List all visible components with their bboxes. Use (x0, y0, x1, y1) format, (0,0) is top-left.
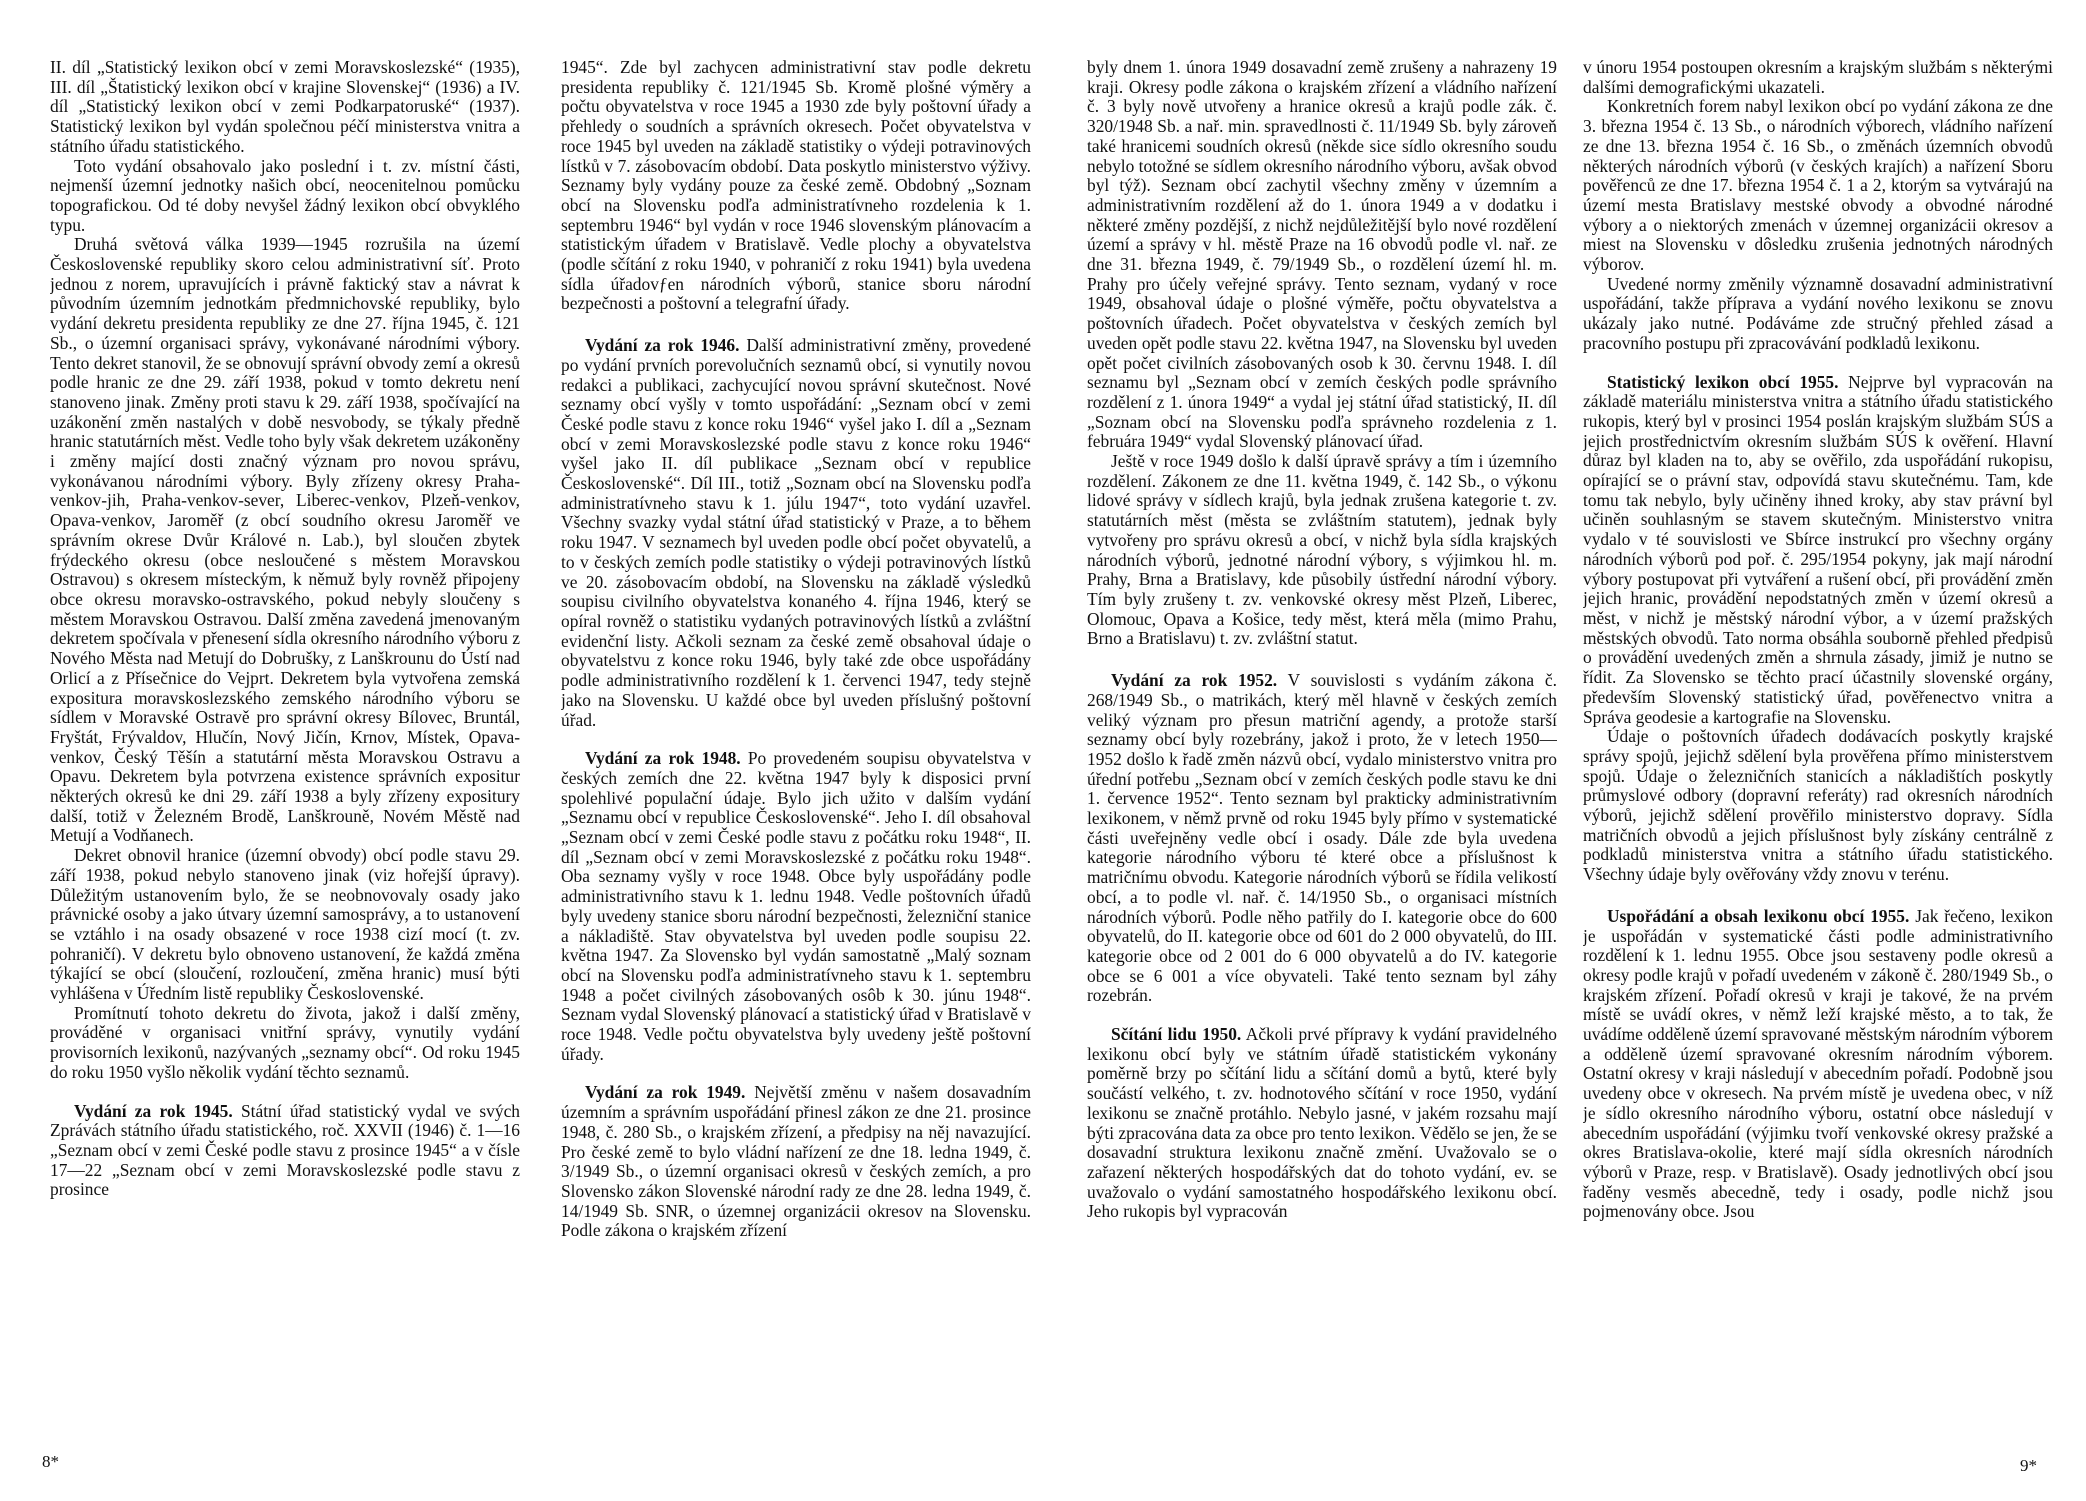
section-text: Další administrativní změny, provedené po vydání prvních porevolučních seznamů obcí, si vynutily novou redakci a publikaci, zachycující novou správní skutečnost. Nové seznamy obcí vyšly v tomto uspořádání: „Seznam obcí v zemi České podle stavu z konce roku 1946“ vyšel jako I. díl a „Seznam obcí v zemi Moravskoslezské podle stavu z konce roku 1946“ vyšel jako II. díl publikace „Seznam obcí v republice Československé“. Díl III., totiž „Soznam obcí na Slovensku podľa administratívneho stavu k 1. júlu 1947“, toto vydání uzavřel. Všechny svazky vydal státní úřad statistický v Praze, a to během roku 1947. V seznamech byl uveden podle obcí počet obyvatelů, a to v českých zemích podle statistiky o výdeji potravinových lístků ve 20. zásobovacím období, na Slovensku na základě výsledků soupisu civilního obyvatelstva konaného 4. října 1946, který se opíral rovněž o statistiku vydaných potravinových lístků a zvláštní evidenční listy. Ačkoli seznam za české země obsahoval údaje o obyvatelstvu z konce roku 1946, byly také zde obce uspořádány podle administrativního rozdělení k 1. červenci 1947, tedy stejně jako na Slovensku. U každé obce byl uveden příslušný poštovní úřad. (561, 335, 1031, 730)
paragraph: Druhá světová válka 1939—1945 rozrušila na území Československé republiky skoro celou administrativní síť. Proto jednou z norem, upravujících i právně faktický stav a návrat k původním územním jednotkám předmnichovské republiky, bylo vydání dekretu presidenta republiky ze dne 27. října 1945, č. 121 Sb., o územní organisaci správy, vykonávané národními výbory. Tento dekret stanovil, že se obnovují správní obvody zemí a okresů podle hranic ze dne 29. září 1938, pokud v tomto dekretu není stanoveno jinak. Změny proti stavu k 29. září 1938, spočívající na uzákonění změn nastalých v době nesvobody, se týkaly předně hranic statutárních měst. Vedle toho byly však dekretem uzákoněny i změny mající dosti značný význam pro novou správu, vykonávanou národními výbory. Byly zřízeny okresy Praha-venkov-jih, Praha-venkov-sever, Liberec-venkov, Plzeň-venkov, Opava-venkov, Jaroměř (z obcí soudního okresu Jaroměř ve správním okrese Dvůr Králové n. Lab.), byl sloučen zbytek frýdeckého okresu (obce nesloučené s městem Moravskou Ostravou) s okresem místeckým, k němuž byly rovněž připojeny obce okresu moravsko-ostravského, pokud nebyly sloučeny s městem Moravskou Ostravou. Další změna zavedená jmenovaným dekretem spočívala v přenesení sídla okresního národního výboru z Nového Města nad Metují do Dobrušky, z Lanškrounu do Ústí nad Orlicí a z Přísečnice do Vejprt. Dekretem byla vytvořena zemská expositura moravskoslezského zemského národního výboru se sídlem v Moravské Ostravě pro správní okresy Bílovec, Bruntál, Fryštát, Frývaldov, Hlučín, Nový Jičín, Krnov, Místek, Opava-venkov, Český Těšín a statutární města Moravskou Ostravu a Opavu. Dekretem byla potvrzena existence správních expositur některých okresů ke dni 29. září 1938 a byly zřízeny expositury další, totiž v Železném Brodě, Lanškrouně, Novém Městě nad Metují a Vodňanech. (50, 234, 520, 846)
section-heading: Vydání za rok 1946. (585, 335, 740, 356)
section-heading: Sčítání lidu 1950. (1111, 1024, 1242, 1045)
section-paragraph (1583, 373, 2053, 728)
paragraph: Konkretních forem nabyl lexikon obcí po vydání zákona ze dne 3. března 1954 č. 13 Sb., o národních výborech, vládního nařízení ze dne 13. března 1954 č. 16 Sb., o změnách územních obvodů některých národních výborů (v českých krajích) a nařízení Sboru pověřenců ze dne 17. března 1954 č. 1 a 2, ktorým sa vytvárajú na území mesta Bratislavy mestské obvody a obvodné národné výbory a o niektorých zmenách v územnej organizácii okresov a miest na Slovensku v dôsledku zrušenia jednotných národných výborov. (1583, 96, 2053, 275)
text-column-4 (1583, 58, 2053, 1436)
paragraph: Dekret obnovil hranice (územní obvody) obcí podle stavu 29. září 1938, pokud nebylo stanoveno jinak (viz hořejší úpravy). Důležitým ustanovením bylo, že se neobnovovaly osady jako právnické osoby a jako útvary územní samosprávy, a to ustanovení se vztáhlo i na osady obsazené v roce 1938 cizí mocí (t. zv. pohraničí). V dekretu bylo obnoveno ustanovení, že každá změna týkající se obcí (sloučení, rozloučení, změna hranic) musí býti vyhlášena v Úředním listě republiky Československé. (50, 845, 520, 1004)
paragraph: II. díl „Statistický lexikon obcí v zemi Moravskoslezské“ (1935), III. díl „Štatistický lexikon obcí v krajine Slovenskej“ (1936) a IV. díl „Statistický lexikon obcí v zemi Podkarpatoruské“ (1937). Statistický lexikon byl vydán společnou péčí ministerstva vnitra a státního úřadu statistického. (50, 58, 520, 156)
section-heading: Statistický lexikon obcí 1955. (1607, 371, 1839, 392)
page-number-left: 8* (42, 1452, 59, 1471)
section-paragraph (561, 336, 1031, 730)
text-column-1 (50, 58, 520, 1436)
section-text: Jak řečeno, lexikon je uspořádán v systematické části podle administrativního rozdělení k 1. lednu 1955. Obce jsou sestaveny podle okresů a okresy podle krajů v pořadí uvedeném v zákoně č. 280/1949 Sb., o krajském zřízení. Pořadí okresů v kraji je takové, že na prvém místě se uvádí okres, v němž leží krajské město, a to tak, že uvádíme odděleně území spravované městským národním výborem a odděleně území spravované okresním národním výborem. Ostatní okresy v kraji následují v abecedním pořadí. Podobně jsou uvedeny obce v okresech. Na prvém místě je uvedena obec, v níž je sídlo okresního národního výboru, ostatní obce následují v abecedním uspořádání (výjimku tvoří venkovské okresy pražské a okres Bratislava-okolie, které mají sídla okresních národních výborů v Praze, resp. v Bratislavě). Osady jednotlivých obcí jsou řaděny vesměs abecedně, tedy i osady, podle nichž jsou pojmenovány obce. Jsou (1583, 905, 2053, 1222)
paragraph: v únoru 1954 postoupen okresním a krajským službám s některými dalšími demografickými ukazateli. (1583, 58, 2053, 97)
paragraph: Údaje o poštovních úřadech dodávacích poskytly krajské správy spojů, jejichž sdělení byla prověřena přímo ministerstvem spojů. Údaje o železničních stanicích a nákladištích poskytly průmyslové odbory (dopravní referáty) rad okresních národních výborů, jejichž sdělení prověřilo ministerstvo dopravy. Sídla matričních obvodů a jejich příslušnost byly získány centrálně z podkladů ministerstva vnitra a státního úřadu statistického. Všechny údaje byly ověřovány vždy znovu v terénu. (1583, 726, 2053, 885)
paragraph: Ještě v roce 1949 došlo k další úpravě správy a tím i územního rozdělení. Zákonem ze dne 11. května 1949, č. 142 Sb., o výkonu lidové správy v sídlech krajů, byla jednak zrušena kategorie t. zv. statutárních měst (města se zvláštním statutem), jednak byly vytvořeny pro správu okresů a obcí, v nichž byla sídla krajských národních výborů, jednotné národní výbory, s výjimkou hl. m. Prahy, Brna a Bratislavy, kde působily ústřední národní výbory. Tím byly zrušeny t. zv. venkovské okresy měst Plzeň, Liberec, Olomouc, Opava a Košice, tedy měst, která měla (mimo Prahu, Brno a Bratislavu) t. zv. zvláštní statut. (1087, 451, 1557, 649)
paragraph: 1945“. Zde byl zachycen administrativní stav podle dekretu presidenta republiky č. 121/1945 Sb. Kromě plošné výměry a počtu obyvatelstva v roce 1945 a 1930 zde byly poštovní úřady a přehledy o soudních a správních okresech. Počet obyvatelstva v roce 1945 byl uveden na základě statistiky o výdeji potravinových lístků v 7. zásobovacím období. Data poskytlo ministerstvo výživy. Seznamy byly vydány pouze za české země. Obdobný „Soznam obcí na Slovensku podľa administratívneho rozdelenia k 1. septembru 1946“ byl vydán v roce 1946 slovenským plánovacím a statistickým úřadem v Bratislavě. Vedle plochy a obyvatelstva (podle sčítání z roku 1940, v pohraničí z roku 1941) byla uvedena sídla úřadovƒen národních výborů, stanice sboru národní bezpečnosti a poštovní a telegrafní úřady. (561, 58, 1031, 314)
paragraph: byly dnem 1. února 1949 dosavadní země zrušeny a nahrazeny 19 kraji. Okresy podle zákona o krajském zřízení a vládního nařízení č. 3 byly nově utvořeny a hranice okresů a krajů podle zák. č. 320/1948 Sb. a nař. min. spravedlnosti č. 11/1949 Sb. byly zároveň také hranicemi soudních okresů (někde sice sídlo okresního soudu nebylo totožné se sídlem okresního národního výboru, avšak obvod byl týž). Seznam obcí zachytil všechny změny v územním a administrativním rozdělení až do 1. února 1949 a v dodatku i některé změny pozdější, z nichž nejdůležitější bylo nové rozdělení území a správy v hl. městě Praze na 16 obvodů podle vl. nař. ze dne 31. března 1949, č. 79/1949 Sb., o rozdělení území hl. m. Prahy pro účely veřejné správy. Tento seznam, vydaný v roce 1949, obsahoval údaje o plošné výměře, počtu obyvatelstva a poštovních úřadech. Počet obyvatelstva v českých zemích byl uveden opět podle stavu 22. května 1947, na Slovensku byl uveden opět počet civilních zásobovaných osob k 30. červnu 1948. I. díl seznamu byl „Seznam obcí v zemích českých podle správního rozdělení z 1. února 1949“ a vydal jej státní úřad statistický, II. díl „Soznam obcí na Slovensku podľa správneho rozdelenia z 1. februára 1949“ vydal Slovenský plánovací úřad. (1087, 58, 1557, 452)
section-text: Po provedeném soupisu obyvatelstva v českých zemích dne 22. května 1947 byly k disposici první spolehlivé populační údaje. Bylo jich užito v dalším vydání „Seznamu obcí v republice Československé“. Jeho I. díl obsahoval „Seznam obcí v zemi České podle stavu z počátku roku 1948“, II. díl „Seznam obcí v zemi Moravskoslezské z počátku roku 1948“. Oba seznamy vyšly v roce 1948. Obce byly uspořádány podle administrativního stavu k 1. lednu 1948. Vedle poštovních úřadů byly uvedeny stanice sboru národní bezpečnosti, železniční stanice a nákladiště. Stav obyvatelstva byl uveden podle soupisu 22. května 1947. Za Slovensko byl vydán samostatně „Malý soznam obcí na Slovensku podľa administratívneho stavu k 1. septembru 1948 a počet civilných zásobovaných osôb k 30. júnu 1948“. Seznam vydal Slovenský plánovací a statistický úřad v Bratislavě v roce 1948. Vedle počtu obyvatelstva byly uvedeny ještě poštovní úřady. (561, 748, 1031, 1064)
text-column-3 (1087, 58, 1557, 1436)
section-paragraph (1087, 671, 1557, 1006)
section-text: Státní úřad statistický vydal ve svých Zprávách státního úřadu statistického, roč. XXVII (1946) č. 1—16 „Seznam obcí v zemi České podle stavu z prosince 1945“ a v čísle 17—22 „Seznam obcí v zemi Moravskoslezské podle stavu z prosince (50, 1100, 520, 1200)
section-text: V souvislosti s vydáním zákona č. 268/1949 Sb., o matrikách, který měl hlavně v českých zemích veliký význam pro přesun matriční agendy, a protože starší seznamy obcí byly rozebrány, jakož i proto, že v letech 1950—1952 došlo k řadě změn názvů obcí, vydalo ministerstvo vnitra pro úřední potřebu „Seznam obcí v zemích českých podle stavu ke dni 1. července 1952“. Tento seznam byl prakticky administrativním lexikonem, v němž prvně od roku 1945 byly přímo v systematické části uveřejněny vedle obcí i osady. Dále zde byla uvedena kategorie národního výboru té které obce a příslušnost k matričnímu obvodu. Kategorie národních výborů se řídila velikostí obcí, a to podle vl. nař. č. 14/1950 Sb., o organisaci místních národních výborů. Podle něho patřily do I. kategorie obce do 600 obyvatelů, do II. kategorie obce od 601 do 2 000 obyvatelů, do III. kategorie obce od 2 001 do 6 000 obyvatelů a do IV. kategorie obce se 6 001 a více obyvateli. Také tento seznam byl záhy rozebrán. (1087, 670, 1557, 1006)
section-paragraph (50, 1102, 520, 1201)
section-paragraph (561, 1083, 1031, 1241)
section-heading: Vydání za rok 1945. (74, 1100, 233, 1121)
section-heading: Vydání za rok 1948. (585, 748, 741, 769)
paragraph: Promítnutí tohoto dekretu do života, jakož i další změny, prováděné v organisaci vnitřní správy, vynutily vydání provisorních lexikonů, nazývaných „seznamy obcí“. Od roku 1945 do roku 1950 vyšlo několik vydání těchto seznamů. (50, 1002, 520, 1082)
section-text: Největší změnu v našem dosavadním územním a správním uspořádání přinesl zákon ze dne 21. prosince 1948, č. 280 Sb., o krajském zřízení, a předpisy na něj navazující. Pro české země to bylo vládní nařízení ze dne 18. ledna 1949, č. 3/1949 Sb., o územní organisaci okresů v českých zemích, a pro Slovensko zákon Slovenské národní rady ze dne 28. ledna 1949, č. 14/1949 Sb. SNR, o územnej organizácii okresov na Slovensku. Podle zákona o krajském zřízení (561, 1082, 1031, 1241)
section-paragraph (1087, 1025, 1557, 1222)
paragraph: Uvedené normy změnily významně dosavadní administrativní uspořádání, takže příprava a vydání nového lexikonu se znovu ukázaly jako nutné. Podáváme zde stručný přehled zásad a pracovního postupu při zpracovávání podkladů lexikonu. (1583, 273, 2053, 353)
section-heading: Vydání za rok 1952. (1111, 670, 1278, 691)
section-paragraph (561, 749, 1031, 1064)
section-text: Ačkoli prvé přípravy k vydání pravidelného lexikonu obcí byly ve státním úřadě statistickém vykonány poměrně brzy po sčítání lidu a sčítání domů a bytů, které byly součástí velkého, t. zv. hodnotového sčítání v roce 1950, vydání lexikonu se značně protáhlo. Nebylo jasné, v jakém rozsahu mají býti zpracována data za obce pro tento lexikon. Vědělo se jen, že se dosavadní struktura lexikonu značně změní. Uvažovalo se o zařazení některých hospodářských dat do tohoto vydání, ev. se uvažovalo o vydání samostatného hospodářského lexikonu obcí. Jeho rukopis byl vypracován (1087, 1024, 1557, 1222)
paragraph: Toto vydání obsahovalo jako poslední i t. zv. místní části, nejmenší územní jednotky našich obcí, neocenitelnou pomůcku topografickou. Od té doby nevyšel žádný lexikon obcí obvyklého typu. (50, 155, 520, 235)
section-heading: Uspořádání a obsah lexikonu obcí 1955. (1607, 905, 1910, 926)
section-paragraph (1583, 907, 2053, 1222)
page-number-right: 9* (2020, 1456, 2037, 1475)
text-column-2 (561, 58, 1031, 1436)
section-text: Nejprve byl vypracován na základě materiálu ministerstva vnitra a státního úřadu statistického rukopis, který byl v prosinci 1954 poslán krajským službám SÚS a jejich prostřednictvím okresním službám SÚS k ověření. Hlavní důraz byl kladen na to, aby se ověřilo, zda uspořádání rukopisu, opírající se o právní stav, odpovídá stavu skutečnému. Tam, kde tomu tak nebylo, byly učiněny ihned kroky, aby stav právní byl učiněn souhlasným se stavem skutečným. Ministerstvo vnitra vydalo v té souvislosti ve Sbírce instrukcí pro všechny orgány národních výborů pod poř. č. 295/1954 pokyny, jak mají národní výbory postupovat při vytváření a rušení obcí, při provádění změn jejich hranic, provádění nepodstatných změn v území okresů a měst, v nichž je městský národní výbor, a v území pražských městských obvodů. Tato norma obsáhla souborně přehled předpisů o provádění uvedených změn a shrnula zásady, jimiž je nutno se řídit. Za Slovensko se těchto prací účastnily slovenské orgány, především Slovenský statistický úřad, pověřenectvo vnitra a Správa geodesie a kartografie na Slovensku. (1583, 371, 2053, 727)
section-heading: Vydání za rok 1949. (585, 1082, 746, 1103)
